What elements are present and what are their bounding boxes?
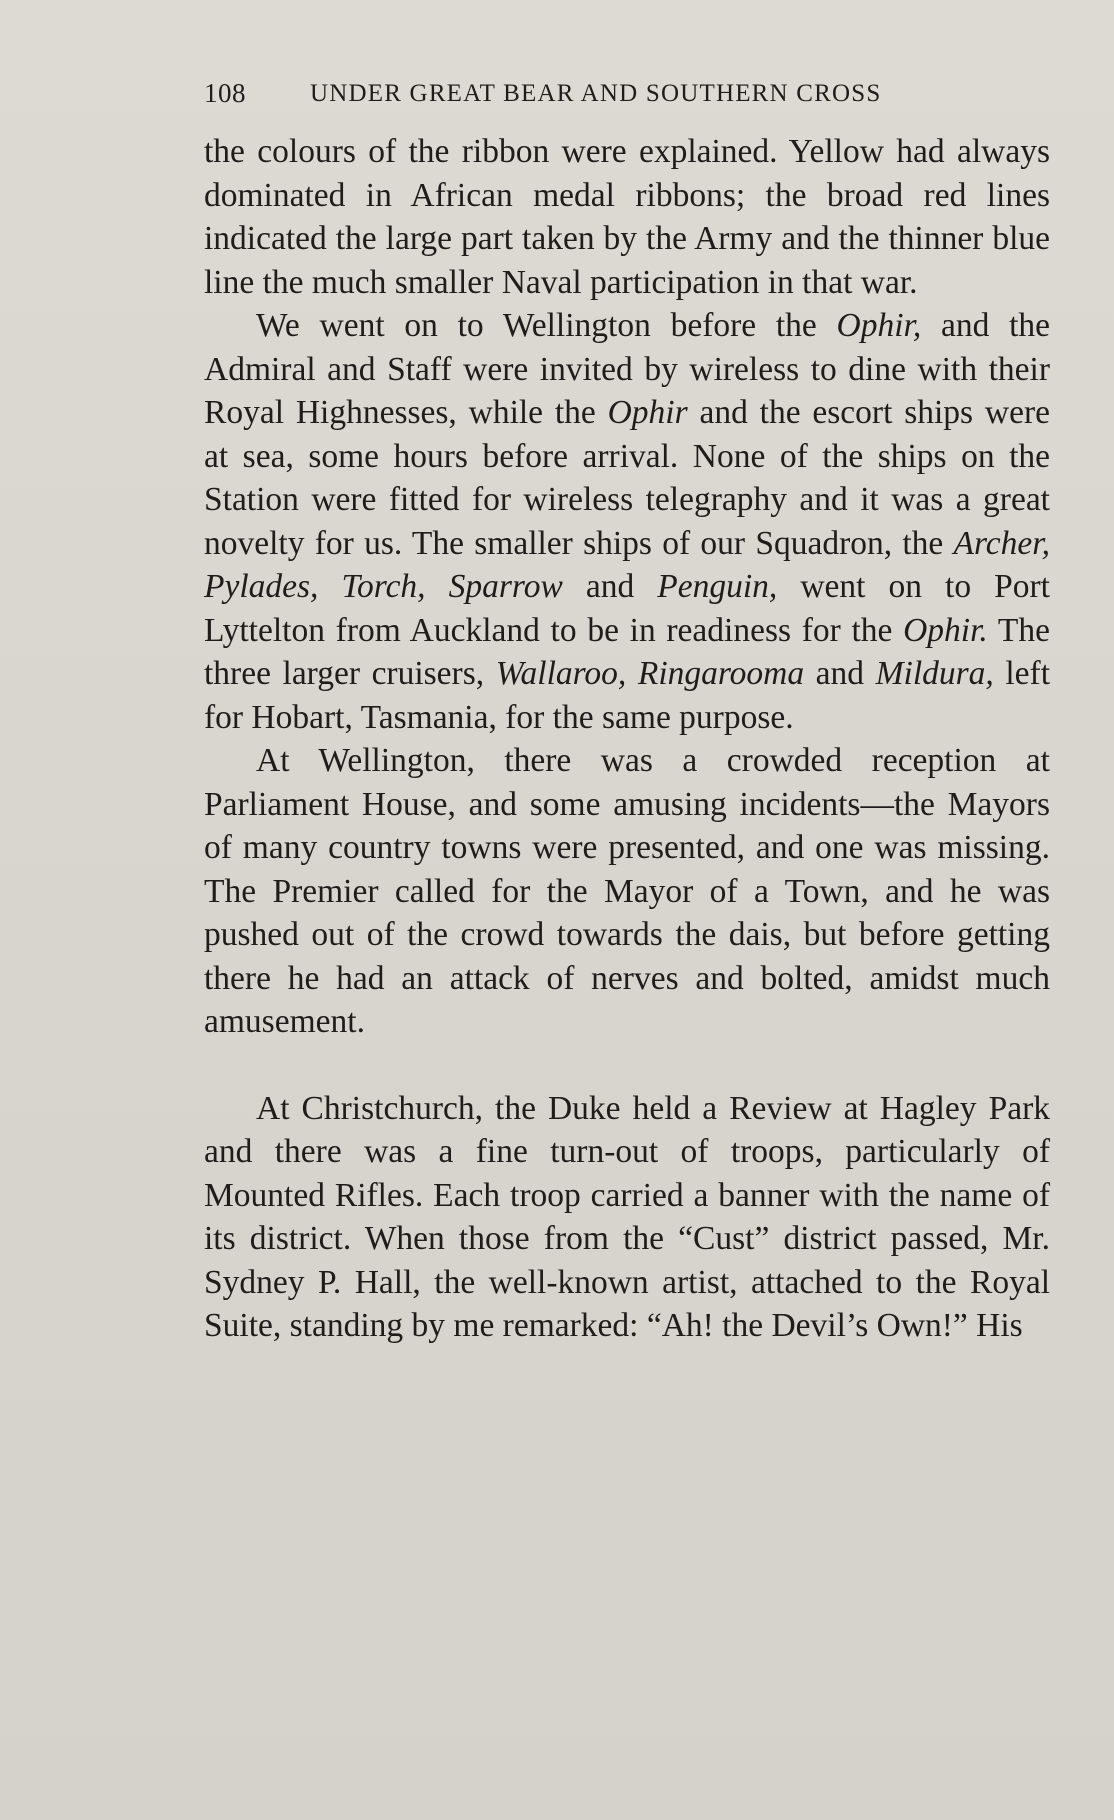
text-run: and the Admiral and Staff were invited by wireless to dine with their Royal Highnesses, while the: [204, 307, 1050, 431]
paragraph-christchurch-review: At Christchurch, the Duke held a Review at Hagley Park and there was a fine turn-out of troops, particularly of Mounted Rifles. Each troop carried a banner with the name of its district. When those from the “Cust” district passed, Mr. Sydney P. Hall, the well-known artist, attached to the Royal Suite, standing by me remarked: “Ah! the Devil’s Own!” His: [204, 1089, 1050, 1344]
ship-name: Ophir: [607, 394, 688, 431]
text-run: and: [562, 568, 658, 605]
text-run: We went on to Wellington before the: [256, 307, 837, 344]
ship-names: Archer, Pylades, Torch, Sparrow: [204, 524, 1050, 605]
page-header: [204, 78, 1054, 114]
body-text: [204, 130, 1050, 1348]
text-run: The three larger cruisers,: [204, 611, 1050, 692]
paragraph-wellington-voyage: [204, 304, 1050, 739]
text-run: and the escort ships were at sea, some hours before arrival. None of the ships on the Station were fitted for wireless telegraphy and it was a great novelty for us. The smaller ships of our Squadron, the: [204, 394, 1050, 562]
ship-name: Ophir,: [836, 307, 922, 344]
text-run: went on to Port Lyttelton from Auckland to be in readiness for the: [204, 568, 1050, 649]
paragraph-wellington-reception: At Wellington, there was a crowded reception at Parliament House, and some amusing incidents—the Mayors of many country towns were presented, and one was missing. The Premier called for the Mayor of a Town, and he was pushed out of the crowd towards the dais, but before getting there he had an attack of nerves and bolted, amidst much amusement.: [204, 742, 1050, 1040]
ship-name: Ophir.: [903, 611, 988, 649]
ship-names: Wallaroo, Ringarooma: [495, 655, 805, 692]
text-run: and: [804, 655, 876, 692]
page-number: 108: [204, 78, 246, 108]
text-run: left for Hobart, Tasmania, for the same purpose.: [204, 655, 1051, 736]
ship-name: Mildura,: [875, 655, 994, 692]
paragraph-ribbon-colours: the colours of the ribbon were explained. Yellow had always dominated in African medal ribbons; the broad red lines indicated the large part taken by the Army and the thinner blue line the much smaller Naval participation in that war.: [204, 133, 1050, 301]
ship-name: Penguin,: [657, 568, 778, 605]
running-head: UNDER GREAT BEAR AND SOUTHERN CROSS: [310, 80, 882, 107]
